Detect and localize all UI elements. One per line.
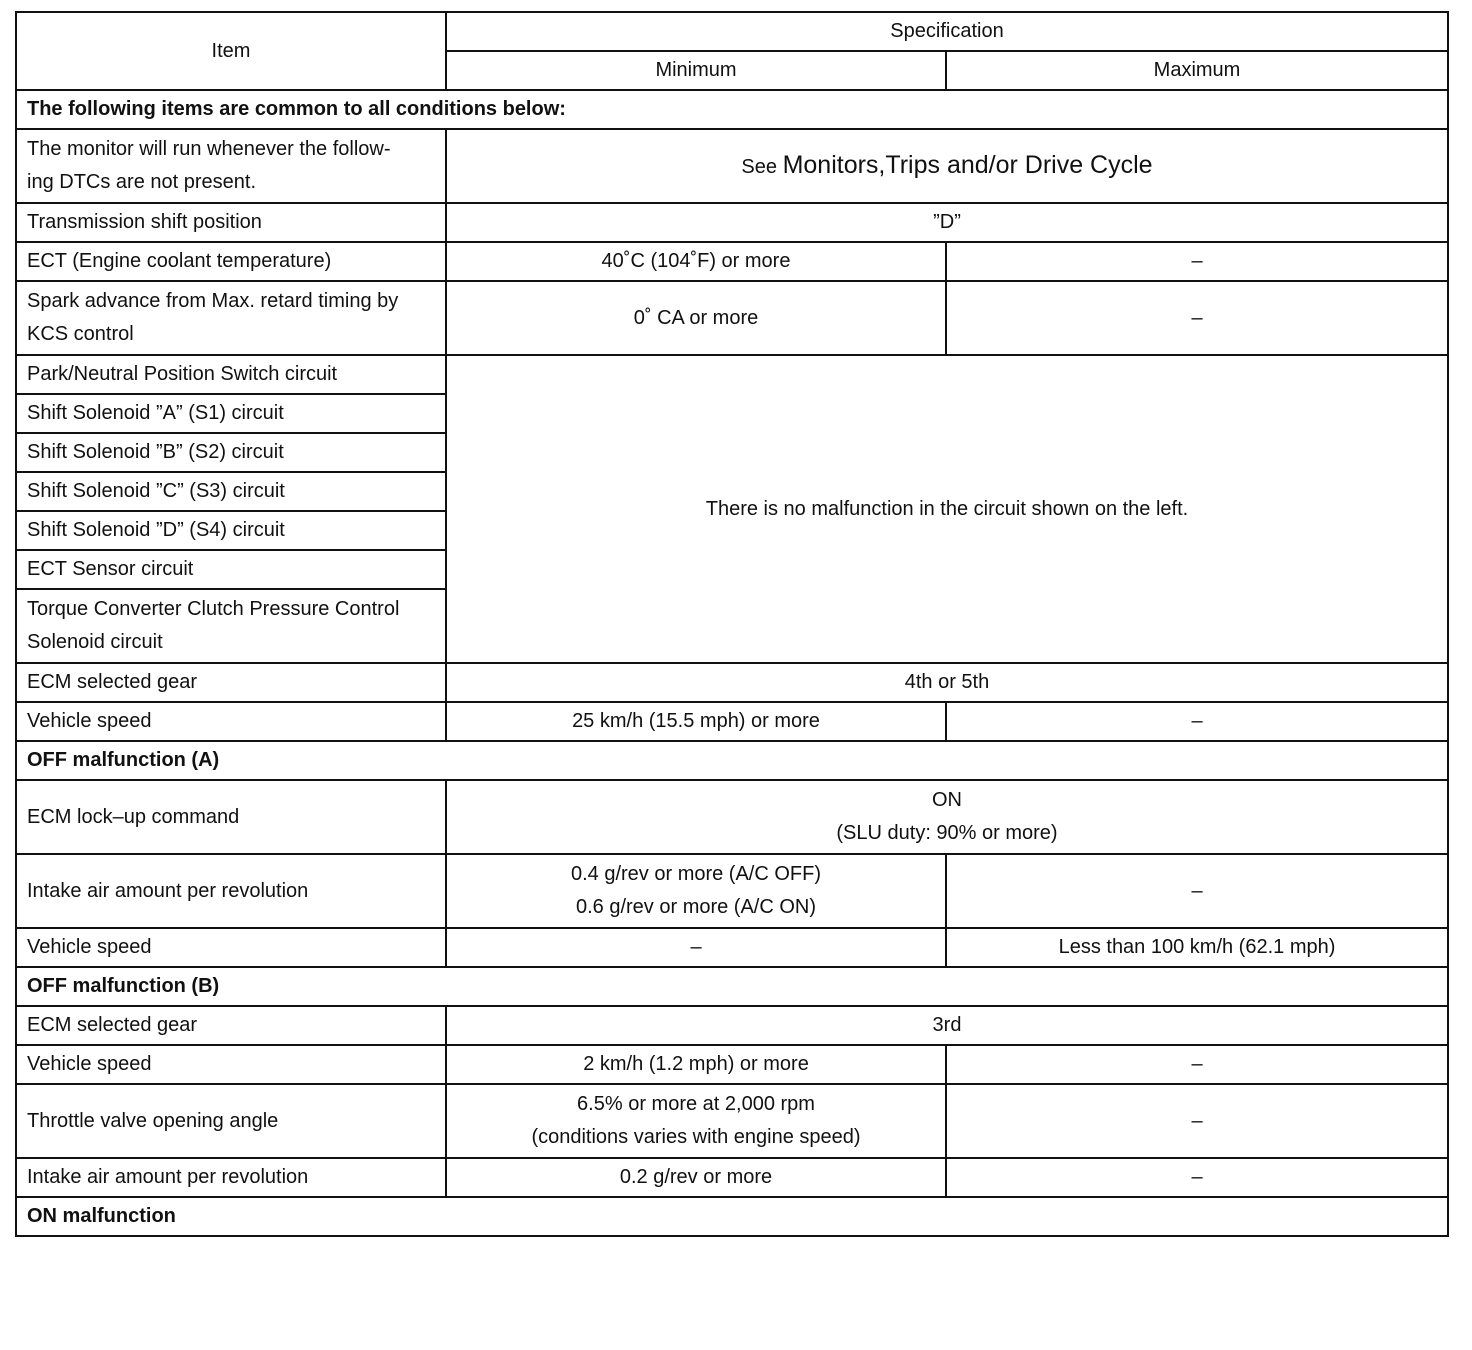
spec-cell: 3rd — [446, 1006, 1448, 1045]
table-row — [16, 663, 1448, 702]
item-cell: Torque Converter Clutch Pressure Control Solenoid circuit — [16, 589, 446, 663]
spec-cell — [446, 129, 1448, 203]
item-cell: ECT Sensor circuit — [16, 550, 446, 589]
header-minimum: Minimum — [446, 51, 946, 90]
min-cell: 0.2 g/rev or more — [446, 1158, 946, 1197]
max-cell: – — [946, 242, 1448, 281]
item-cell: Shift Solenoid ”A” (S1) circuit — [16, 394, 446, 433]
table-row — [16, 203, 1448, 242]
table-row — [16, 242, 1448, 281]
section-row-off-a — [16, 741, 1448, 780]
section-row-off-b — [16, 967, 1448, 1006]
item-cell: Vehicle speed — [16, 702, 446, 741]
item-cell: ECM lock–up command — [16, 780, 446, 854]
item-cell: Shift Solenoid ”C” (S3) circuit — [16, 472, 446, 511]
table-row — [16, 1084, 1448, 1158]
table-row — [16, 780, 1448, 854]
table-row — [16, 1045, 1448, 1084]
section-title: The following items are common to all conditions below: — [16, 90, 1448, 129]
drive-cycle-link[interactable]: Monitors,Trips and/or Drive Cycle — [782, 150, 1153, 179]
spec-cell: ”D” — [446, 203, 1448, 242]
item-cell: The monitor will run whenever the follow- ing DTCs are not present. — [16, 129, 446, 203]
item-cell: Vehicle speed — [16, 928, 446, 967]
item-cell: Intake air amount per revolution — [16, 854, 446, 928]
section-row-on — [16, 1197, 1448, 1236]
section-title: ON malfunction — [16, 1197, 1448, 1236]
table-row — [16, 281, 1448, 355]
item-cell: ECM selected gear — [16, 663, 446, 702]
max-cell: Less than 100 km/h (62.1 mph) — [946, 928, 1448, 967]
min-cell: 0.4 g/rev or more (A/C OFF) 0.6 g/rev or more (A/C ON) — [446, 854, 946, 928]
item-cell: Throttle valve opening angle — [16, 1084, 446, 1158]
specification-table — [15, 11, 1449, 1237]
item-cell: Shift Solenoid ”D” (S4) circuit — [16, 511, 446, 550]
section-title: OFF malfunction (A) — [16, 741, 1448, 780]
table-row — [16, 702, 1448, 741]
spec-cell: There is no malfunction in the circuit shown on the left. — [446, 355, 1448, 663]
item-cell: Intake air amount per revolution — [16, 1158, 446, 1197]
item-cell: Vehicle speed — [16, 1045, 446, 1084]
item-cell: Park/Neutral Position Switch circuit — [16, 355, 446, 394]
header-item: Item — [16, 12, 446, 90]
spec-cell: ON (SLU duty: 90% or more) — [446, 780, 1448, 854]
min-cell: 6.5% or more at 2,000 rpm (conditions varies with engine speed) — [446, 1084, 946, 1158]
min-cell: – — [446, 928, 946, 967]
item-cell: ECT (Engine coolant temperature) — [16, 242, 446, 281]
max-cell: – — [946, 1158, 1448, 1197]
max-cell: – — [946, 1084, 1448, 1158]
min-cell: 25 km/h (15.5 mph) or more — [446, 702, 946, 741]
max-cell: – — [946, 1045, 1448, 1084]
max-cell: – — [946, 854, 1448, 928]
max-cell: – — [946, 702, 1448, 741]
table-row — [16, 854, 1448, 928]
item-cell: Spark advance from Max. retard timing by KCS control — [16, 281, 446, 355]
item-cell: Shift Solenoid ”B” (S2) circuit — [16, 433, 446, 472]
table-row — [16, 355, 1448, 394]
table-row — [16, 1006, 1448, 1045]
table-row — [16, 129, 1448, 203]
item-cell: Transmission shift position — [16, 203, 446, 242]
see-prefix: See — [741, 155, 777, 178]
spec-cell: 4th or 5th — [446, 663, 1448, 702]
section-title: OFF malfunction (B) — [16, 967, 1448, 1006]
table-row — [16, 1158, 1448, 1197]
table-row — [16, 928, 1448, 967]
min-cell: 40˚C (104˚F) or more — [446, 242, 946, 281]
min-cell: 2 km/h (1.2 mph) or more — [446, 1045, 946, 1084]
max-cell: – — [946, 281, 1448, 355]
section-row-common — [16, 90, 1448, 129]
header-maximum: Maximum — [946, 51, 1448, 90]
header-row — [16, 12, 1448, 51]
header-specification: Specification — [446, 12, 1448, 51]
min-cell: 0˚ CA or more — [446, 281, 946, 355]
item-cell: ECM selected gear — [16, 1006, 446, 1045]
